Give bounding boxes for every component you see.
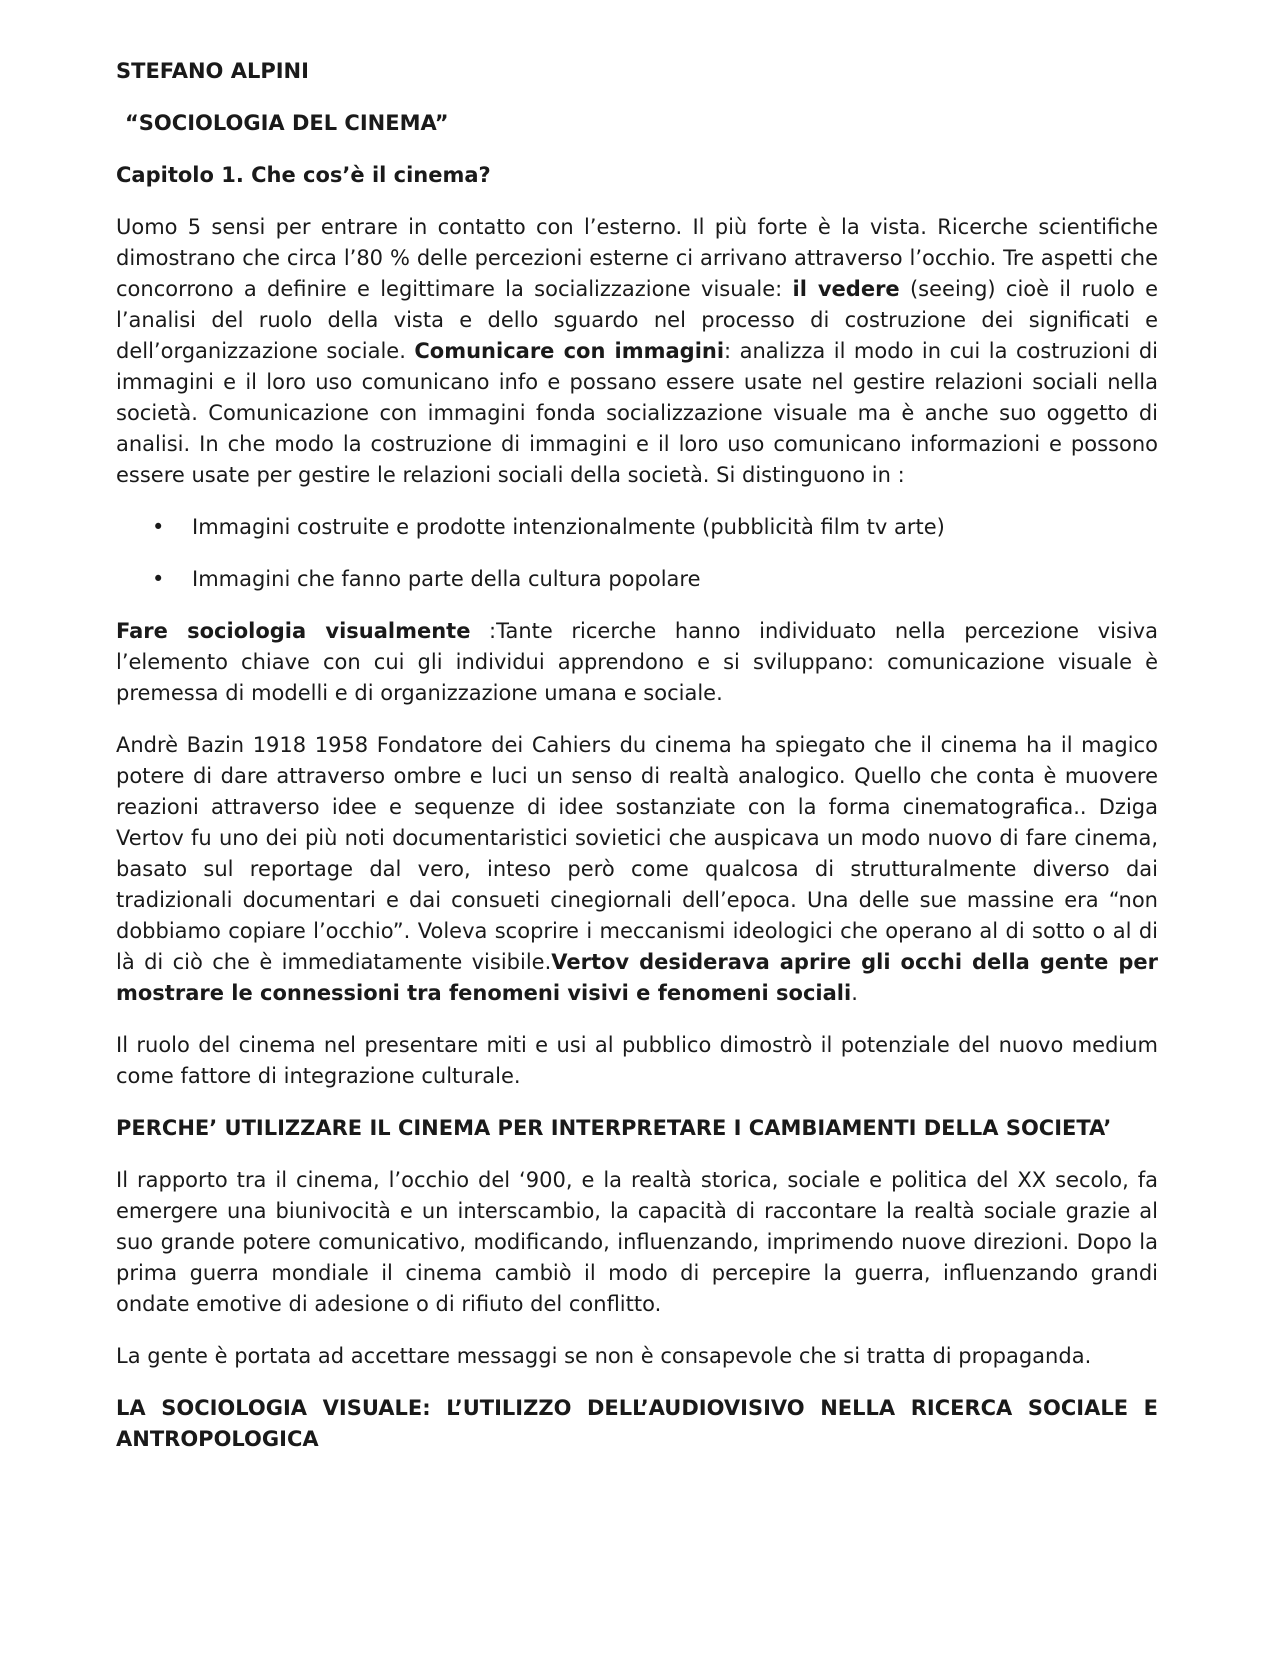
author-name: STEFANO ALPINI xyxy=(116,59,309,83)
bullet-icon: • xyxy=(152,515,165,539)
bullet-list xyxy=(116,512,1158,595)
bold-term-comunicare: Comunicare con immagini xyxy=(414,339,725,363)
list-item: • Immagini che fanno parte della cultura popolare xyxy=(116,564,1158,595)
section-heading-sociologia-visuale: LA SOCIOLOGIA VISUALE: L’UTILIZZO DELL’AUDIOVISIVO NELLA RICERCA SOCIALE E ANTROPOLOGICA xyxy=(116,1396,1158,1451)
paragraph-senses: Uomo 5 sensi per entrare in contatto con l’esterno. Il più forte è la vista. Ricerche scientifiche dimostrano che circa l’80 % delle percezioni esterne ci arrivano attraverso l’occhio. Tre aspetti che concorrono a definire e legittimare la socializzazione visuale: il vedere (seeing) cioè il ruolo e l’analisi del ruolo della vista e dello sguardo nel processo di costruzione dei significati e dell’organizzazione sociale. Comunicare con immagini: analizza il modo in cui la costruzioni di immagini e il loro uso comunicano info e possano essere usate nel gestire relazioni sociali nella società. Comunicazione con immagini fonda socializzazione visuale ma è anche suo oggetto di analisi. In che modo la costruzione di immagini e il loro uso comunicano informazioni e possono essere usate per gestire le relazioni sociali della società. Si distinguono in : xyxy=(116,215,1159,487)
paragraph-rapporto: Il rapporto tra il cinema, l’occhio del ‘900, e la realtà storica, sociale e politica del XX secolo, fa emergere una biunivocità e un interscambio, la capacità di raccontare la realtà sociale grazie al suo grande potere comunicativo, modificando, influenzando, imprimendo nuove direzioni. Dopo la prima guerra mondiale il cinema cambiò il modo di percepire la guerra, influenzando grandi ondate emotive di adesione o di rifiuto del conflitto. xyxy=(116,1168,1158,1316)
section-heading-perche: PERCHE’ UTILIZZARE IL CINEMA PER INTERPRETARE I CAMBIAMENTI DELLA SOCIETA’ xyxy=(116,1116,1112,1140)
list-item: • Immagini costruite e prodotte intenzionalmente (pubblicità film tv arte) xyxy=(116,512,1158,543)
paragraph-bazin-vertov: Andrè Bazin 1918 1958 Fondatore dei Cahiers du cinema ha spiegato che il cinema ha il magico potere di dare attraverso ombre e luci un senso di realtà analogico. Quello che conta è muovere reazioni attraverso idee e sequenze di idee sostanziate con la forma cinematografica.. Dziga Vertov fu uno dei più noti documentaristici sovietici che auspicava un modo nuovo di fare cinema, basato sul reportage dal vero, inteso però come qualcosa di strutturalmente diverso dai tradizionali documentari e dai consueti cinegiornali dell’epoca. Una delle sue massine era “non dobbiamo copiare l’occhio”. Voleva scoprire i meccanismi ideologici che operano al di sotto o al di là di ciò che è immediatamente visibile.Vertov desiderava aprire gli occhi della gente per mostrare le connessioni tra fenomeni visivi e fenomeni sociali. xyxy=(116,733,1158,1005)
bold-term-fare-sociologia: Fare sociologia visualmente xyxy=(116,619,471,643)
paragraph-sociologia-visuale: Fare sociologia visualmente :Tante ricerche hanno individuato nella percezione visiva l’elemento chiave con cui gli individui apprendono e si sviluppano: comunicazione visuale è premessa di modelli e di organizzazione umana e sociale. xyxy=(116,619,1158,705)
bullet-icon: • xyxy=(152,567,165,591)
bold-term-vedere: il vedere xyxy=(792,277,900,301)
paragraph-propaganda: La gente è portata ad accettare messaggi se non è consapevole che si tratta di propaganda. xyxy=(116,1344,1092,1368)
paragraph-ruolo-cinema: Il ruolo del cinema nel presentare miti e usi al pubblico dimostrò il potenziale del nuovo medium come fattore di integrazione culturale. xyxy=(116,1033,1158,1088)
chapter-heading: Capitolo 1. Che cos’è il cinema? xyxy=(116,163,491,187)
document-title: “SOCIOLOGIA DEL CINEMA” xyxy=(125,111,449,135)
bold-vertov-statement: Vertov desiderava aprire gli occhi della gente per mostrare le connessioni tra fenomeni visivi e fenomeni sociali xyxy=(116,950,1158,1005)
